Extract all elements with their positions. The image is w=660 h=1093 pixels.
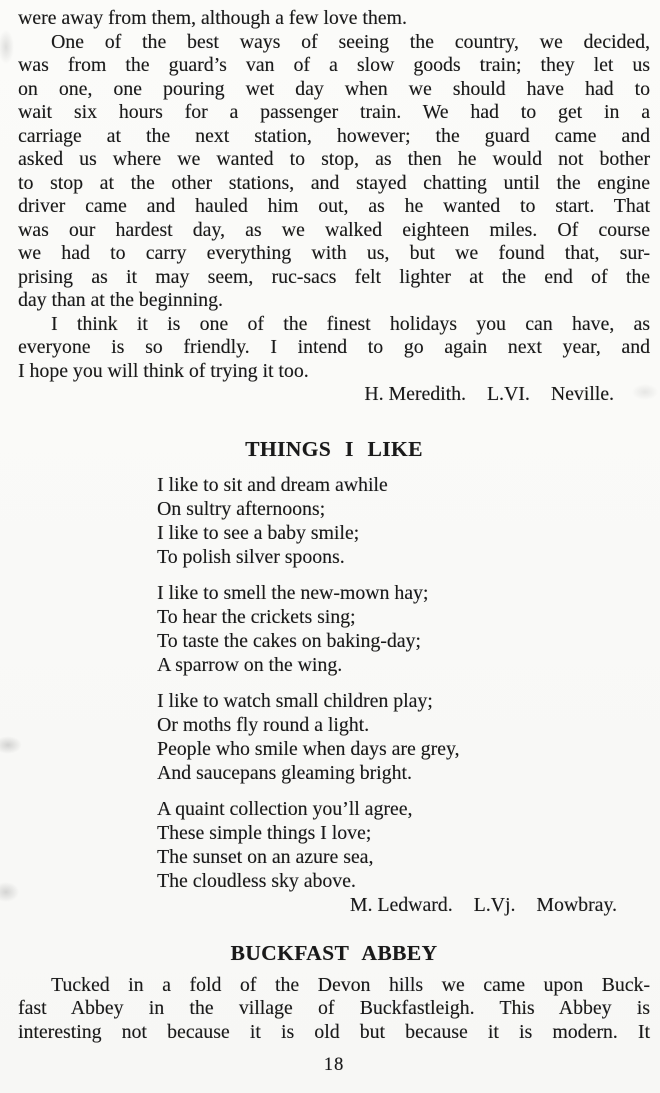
- text-line: everyone is so friendly. I intend to go again next year, and: [18, 336, 650, 358]
- text-line: carriage at the next station, however; the guard came and: [18, 124, 650, 147]
- poem-line: The cloudless sky above.: [157, 869, 356, 892]
- poem-line: On sultry afternoons;: [157, 497, 326, 520]
- text-line: interesting not because it is old but because it is modern. It: [18, 1020, 650, 1043]
- poem-line: The sunset on an azure sea,: [157, 845, 374, 868]
- paragraph: [18, 31, 650, 313]
- text-line: on one, one pouring wet day when we should have had to: [18, 77, 650, 100]
- text-line: asked us where we wanted to stop, as then he would not bother: [18, 148, 650, 170]
- poem-stanza: [157, 581, 650, 677]
- poem-line: And saucepans gleaming bright.: [157, 761, 412, 784]
- scan-smudge: [0, 30, 14, 64]
- camping-paragraphs: [18, 7, 650, 383]
- text-line: we had to carry everything with us, but we found that, sur-: [18, 242, 650, 264]
- signature-part: L.Vj.: [473, 893, 516, 916]
- paragraph: [18, 7, 650, 31]
- section-title-buckfast-abbey: BUCKFAST ABBEY: [230, 940, 438, 965]
- text-line: were away from them, although a few love them.: [18, 7, 407, 29]
- camping-article: [18, 7, 650, 407]
- signature-part: Mowbray.: [536, 893, 617, 916]
- buckfast-article: [18, 974, 650, 1045]
- signature-part: M. Ledward.: [349, 893, 453, 916]
- poem-line: I like to watch small children play;: [157, 689, 433, 712]
- poem-line: These simple things I love;: [157, 821, 372, 844]
- signature-poem: [18, 893, 650, 917]
- text-line: I hope you will think of trying it too.: [18, 359, 309, 382]
- section-title-things-i-like: THINGS I LIKE: [245, 436, 423, 461]
- poem-line: Or moths fly round a light.: [157, 713, 370, 736]
- poem-line: A quaint collection you’ll agree,: [157, 797, 413, 820]
- signature-part: H. Meredith.: [364, 383, 466, 405]
- text-line: was from the guard’s van of a slow goods train; they let us: [18, 54, 650, 76]
- poem-stanza: [157, 473, 650, 569]
- poem-line: People who smile when days are grey,: [157, 737, 460, 760]
- poem-things-i-like: [18, 473, 650, 917]
- poem-stanza: [157, 689, 650, 785]
- text-line: Tucked in a fold of the Devon hills we came upon Buck-: [51, 973, 650, 996]
- paragraph: [18, 974, 650, 1045]
- poem-line: To hear the crickets sing;: [157, 605, 356, 628]
- poem-stanzas: [157, 473, 650, 893]
- signature-part: Neville.: [550, 383, 614, 405]
- text-line: prising as it may seem, ruc-sacs felt lighter at the end of the: [18, 265, 650, 288]
- poem-line: A sparrow on the wing.: [157, 653, 343, 676]
- signature-part: L.VI.: [486, 383, 530, 405]
- page-text-column: [18, 7, 650, 1077]
- signature-camping: [18, 383, 650, 407]
- poem-line: To taste the cakes on baking-day;: [157, 629, 421, 652]
- poem-line: To polish silver spoons.: [157, 545, 345, 568]
- text-line: fast Abbey in the village of Buckfastleigh. This Abbey is: [18, 997, 650, 1019]
- text-line: to stop at the other stations, and stayed chatting until the engine: [18, 171, 650, 194]
- text-line: was our hardest day, as we walked eighteen miles. Of course: [18, 218, 650, 241]
- paragraph: [18, 313, 650, 384]
- text-line: One of the best ways of seeing the country, we decided,: [51, 30, 650, 53]
- poem-line: I like to smell the new-mown hay;: [157, 581, 429, 604]
- poem-line: I like to sit and dream awhile: [157, 473, 388, 496]
- poem-stanza: [157, 797, 650, 893]
- text-line: wait six hours for a passenger train. We had to get in a: [18, 101, 650, 123]
- scan-smudge: [0, 882, 19, 902]
- text-line: day than at the beginning.: [18, 289, 223, 311]
- text-line: driver came and hauled him out, as he wanted to start. That: [18, 195, 650, 217]
- buckfast-paragraphs: [18, 974, 650, 1045]
- text-line: I think it is one of the finest holidays you can have, as: [51, 312, 650, 335]
- poem-line: I like to see a baby smile;: [157, 521, 360, 544]
- page-number: 18: [323, 1055, 345, 1075]
